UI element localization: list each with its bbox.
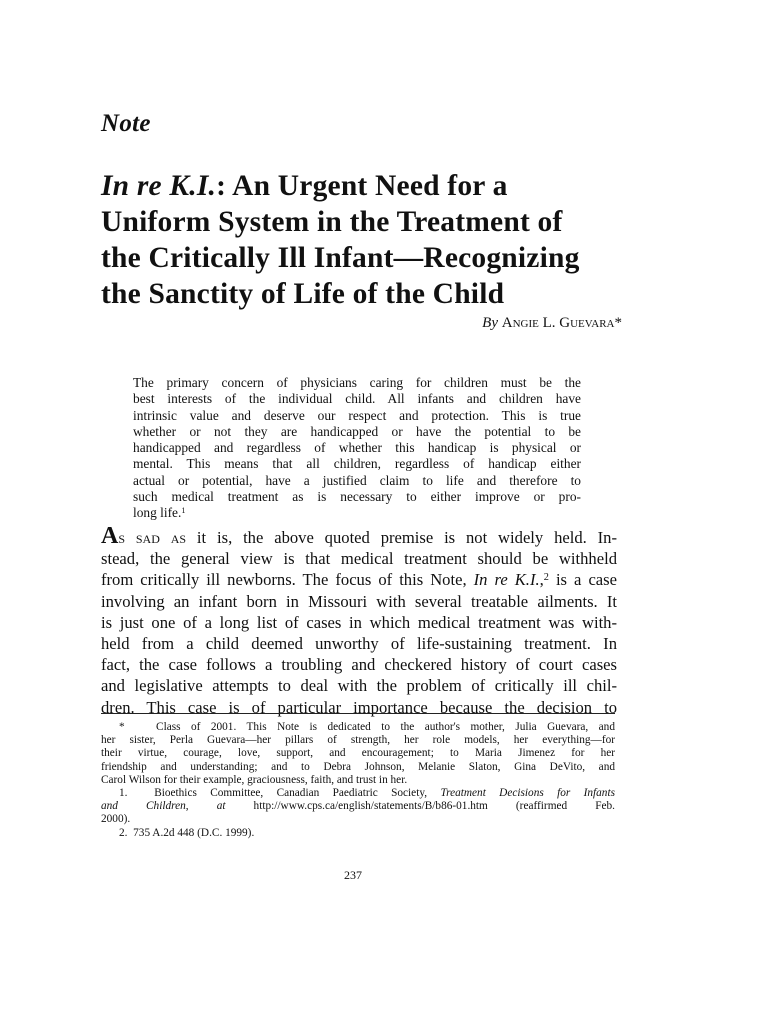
footnote-1-line-2: and Children, at http://www.cps.ca/english/statements/B/b86-01.htm (reaffirmed Feb. xyxy=(101,800,615,813)
body-line: is just one of a long list of cases in which medical treatment was with- xyxy=(101,612,617,632)
case-name-inline: In re K.I. xyxy=(473,570,540,590)
footnote-divider xyxy=(101,713,615,714)
title-line-2: Uniform System in the Treatment of xyxy=(101,206,563,238)
body-line: dren. This case is of particular importance because the decision to xyxy=(101,697,617,717)
footnote-line: Carol Wilson for their example, graciousness, faith, and trust in her. xyxy=(101,773,408,786)
page-number: 237 xyxy=(344,868,362,882)
title-case-name: In re K.I. xyxy=(101,170,217,202)
title-line-1: In re K.I.: An Urgent Need for a xyxy=(101,170,508,202)
epigraph-last-line: long life.$^1$ xyxy=(133,505,186,521)
byline-by: By xyxy=(482,315,498,331)
article-title xyxy=(101,168,661,312)
title-line-4: the Sanctity of Life of the Child xyxy=(101,278,505,310)
footnotes xyxy=(101,721,615,840)
footnote-ref-1[interactable]: 1 xyxy=(181,506,186,516)
footnote-1-line-1: 1. Bioethics Committee, Canadian Paediatric Society, Treatment Decisions for Infants xyxy=(119,787,615,800)
author-byline xyxy=(482,315,622,332)
footnote-2: 2. 735 A.2d 448 (D.C. 1999). xyxy=(119,826,255,839)
body-line: and legislative attempts to deal with the problem of critically ill chil- xyxy=(101,676,617,696)
footnote-line: 2000). xyxy=(101,813,131,826)
epigraph-line: actual or potential, have a justified claim to life and therefore to xyxy=(133,472,581,488)
footnote-star-line-1: * Class of 2001. This Note is dedicated to the author's mother, Julia Guevara, and xyxy=(119,721,615,733)
epigraph-line: such medical treatment as is necessary to either improve or pro- xyxy=(133,489,581,505)
epigraph-quote xyxy=(133,375,581,522)
footnote-star-marker: * xyxy=(119,721,125,733)
epigraph-line: handicapped and regardless of whether this handicap is physical or xyxy=(133,440,581,456)
footnote-2-marker: 2. xyxy=(119,826,128,839)
body-line: held from a child deemed unworthy of life-sustaining treatment. In xyxy=(101,634,617,654)
footnote-url: http://www.cps.ca/english/statements/B/b86-01.htm (reaffirmed Feb. xyxy=(225,800,615,813)
body-line: stead, the general view is that medical treatment should be withheld xyxy=(101,549,617,569)
author-footnote-marker: * xyxy=(614,315,622,331)
footnote-line: their virtue, courage, love, support, and encouragement; to Maria Jimenez for her xyxy=(101,747,615,760)
section-label: Note xyxy=(101,110,151,137)
body-line: fact, the case follows a troubling and checkered history of court cases xyxy=(101,655,617,675)
author-name: Angie L. Guevara xyxy=(501,315,615,331)
body-paragraph xyxy=(101,523,617,718)
footnote-line: her sister, Perla Guevara—her pillars of strength, her role models, her everything—for xyxy=(101,734,615,747)
body-line-1: As sad as it is, the above quoted premise is not widely held. In- xyxy=(101,523,617,549)
epigraph-line: mental. This means that all children, regardless of handicap either xyxy=(133,456,581,472)
epigraph-line: The primary concern of physicians caring for children must be the xyxy=(133,375,581,390)
epigraph-line: intrinsic value and deserve our respect and protection. This is true xyxy=(133,407,581,423)
epigraph-line: whether or not they are handicapped or have the potential to be xyxy=(133,423,581,439)
footnote-ref-2[interactable]: 2 xyxy=(543,572,549,584)
body-line-3: from critically ill newborns. The focus of this Note, In re K.I.,$^2$ is a case xyxy=(101,570,617,590)
drop-cap: A xyxy=(101,523,119,549)
footnote-line: friendship and understanding; and to Debra Johnson, Melanie Slaton, Gina DeVito, and xyxy=(101,760,615,773)
body-line: involving an infant born in Missouri with several treatable ailments. It xyxy=(101,591,617,611)
title-line-3: the Critically Ill Infant—Recognizing xyxy=(101,242,580,274)
epigraph-line: best interests of the individual child. All infants and children have xyxy=(133,391,581,407)
footnote-1-marker: 1. xyxy=(119,787,128,800)
